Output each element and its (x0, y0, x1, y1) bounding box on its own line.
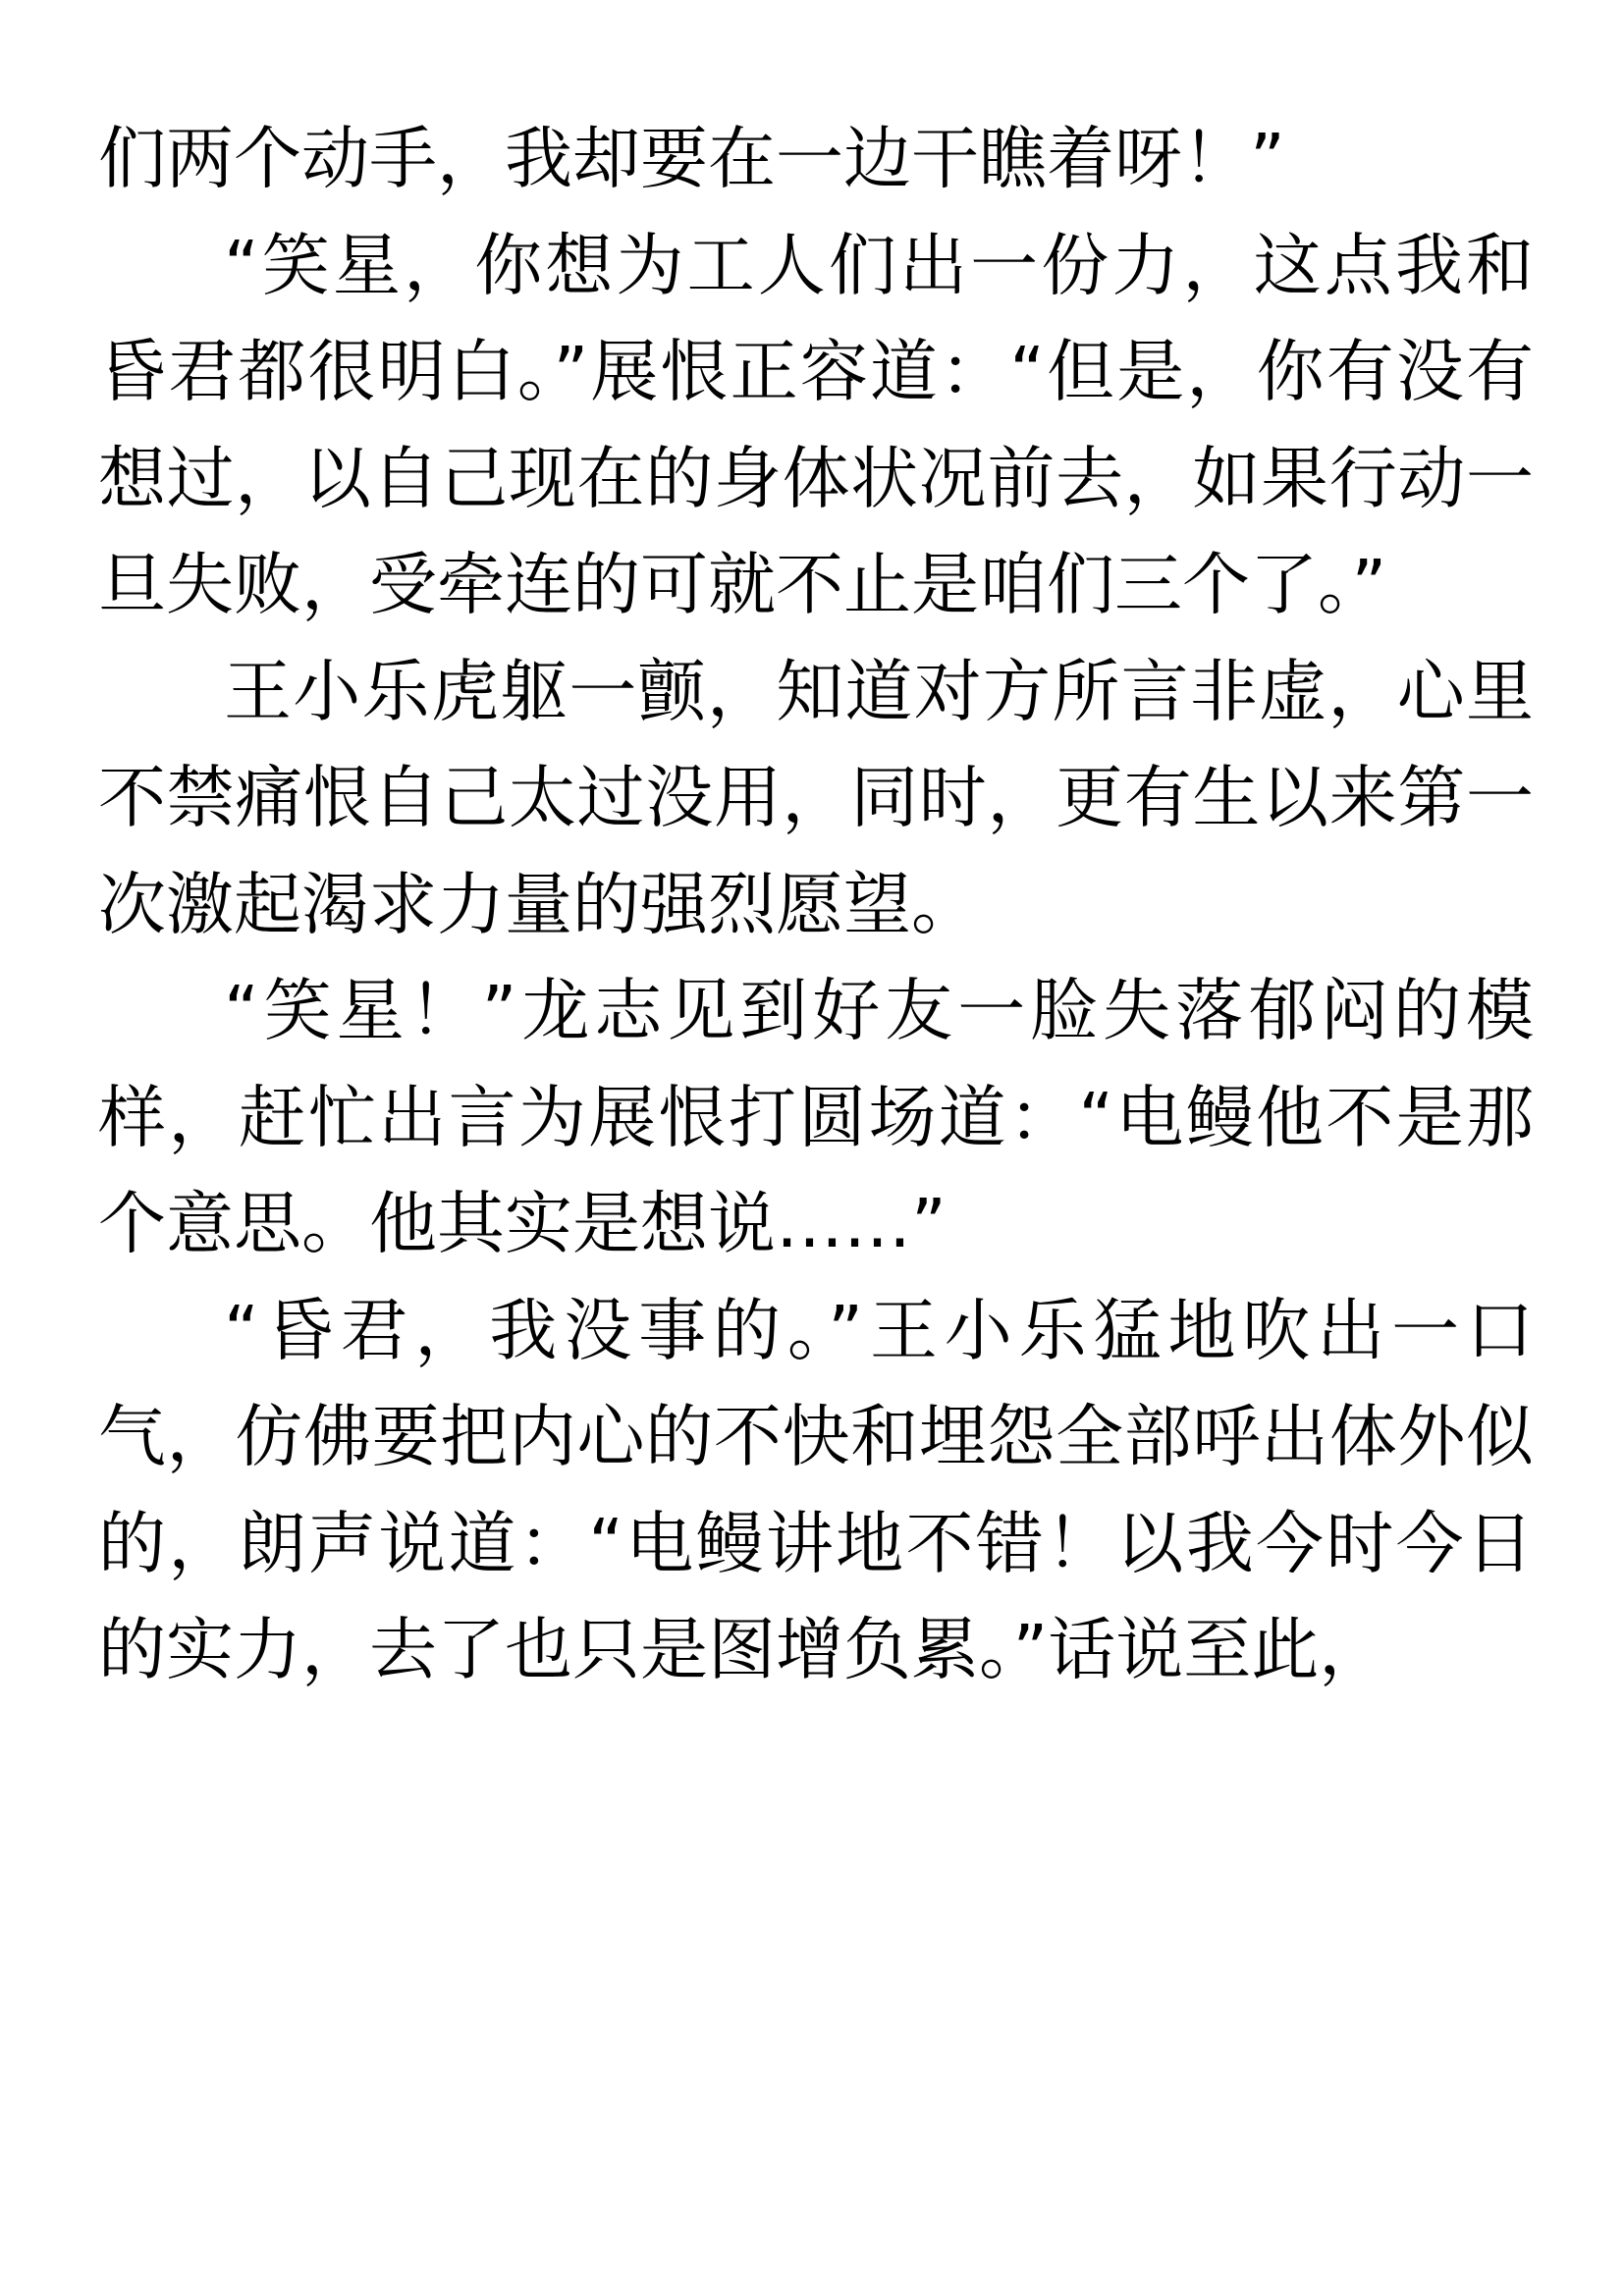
paragraph-continued: 们两个动手，我却要在一边干瞧着呀！” (98, 120, 1285, 198)
paragraph-wangxiaole-reaction: 王小乐虎躯一颤，知道对方所言非虚，心里不禁痛恨自己太过没用，同时，更有生以来第一次激起渴求力量的强烈愿望。 (98, 652, 1534, 944)
paragraph-wangxiaole-dialogue: “昏君，我没事的。”王小乐猛地吹出一口气，仿佛要把内心的不快和埋怨全部呼出体外似的，朗声说道：“电鳗讲地不错！以我今时今日的实力，去了也只是图增负累。”话说至此， (98, 1291, 1534, 1689)
text-body (98, 106, 1534, 1704)
paragraph-longzhi-dialogue: “笑星！”龙志见到好友一脸失落郁闷的模样，赶忙出言为展恨打圆场道：“电鳗他不是那个意思。他其实是想说……” (98, 972, 1534, 1263)
paragraph-dialogue-zhanhen: “笑星，你想为工人们出一份力，这点我和昏君都很明白。”展恨正容道：“但是，你有没有想过，以自己现在的身体状况前去，如果行动一旦失败，受牵连的可就不止是咱们三个了。” (98, 226, 1534, 624)
